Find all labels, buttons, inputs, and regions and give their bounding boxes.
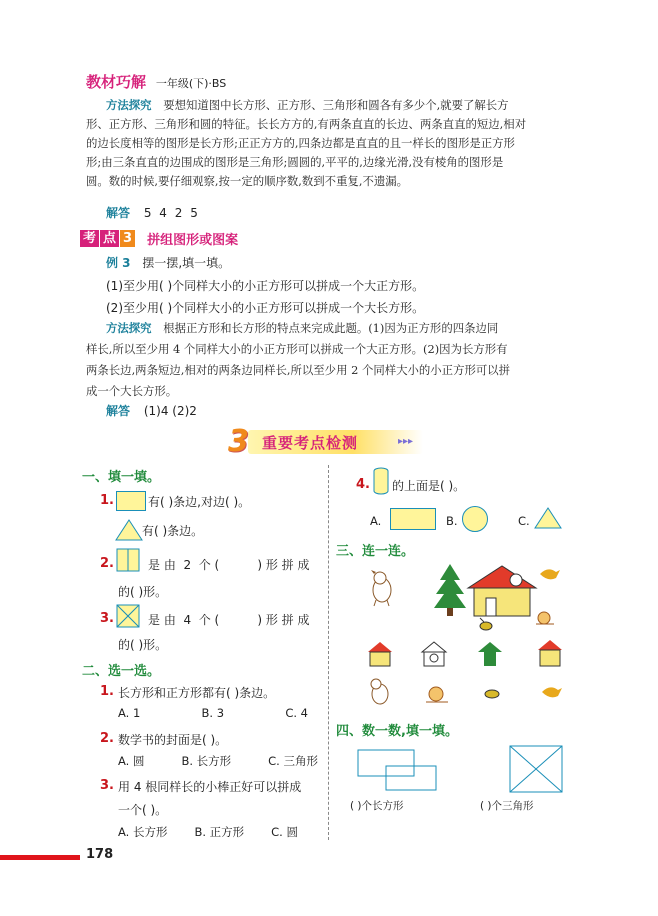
arrows-icon: ▸▸▸	[398, 436, 414, 447]
banner-title: 重要考点检测	[262, 434, 359, 452]
option-c-triangle[interactable]	[534, 506, 562, 530]
dog-icon-2	[371, 679, 388, 704]
options-q1: A. 1 B. 3 C. 4	[118, 706, 308, 720]
example-3-questions: (1)至少用( )个同样大小的小正方形可以拼成一个大正方形。 (2)至少用( )个同样大小的小正方形可以拼成一个大长方形。	[106, 279, 425, 315]
triangle-shape	[114, 518, 144, 542]
example-3: 例 3 摆一摆,填一填。	[106, 256, 231, 270]
snail-icon	[536, 612, 554, 624]
section-2-title: 二、选一选。	[82, 664, 161, 679]
grade-label: 一年级(下)·BS	[155, 77, 227, 90]
house-shape-1	[368, 642, 392, 666]
banner-number: 3	[228, 424, 249, 459]
bee-icon	[480, 618, 492, 630]
method-explore-1: 方法探究 要想知道图中长方形、正方形、三角形和圆各有多少个,就要了解长方 形、正方形、三角形和圆的特征。长长方方的,有两条直直的长边、两条直直的短边,相对 的边长度相等的图形是长方形;正正方方的,四条边都是直直的且一样长的图形是正方形 形;由三条直直的边围成的图形是三角形;圆圆的,平平的,边缘光滑,没有棱角的图形是 圆。数的时候,要仔细观察,按一定的顺序数,数到不重复,不遗漏。	[86, 98, 527, 188]
split-square-shape	[116, 548, 140, 572]
rectangle-shape	[116, 491, 146, 511]
option-a-rectangle[interactable]	[390, 508, 436, 530]
running-header	[86, 71, 226, 92]
section-1-title: 一、填一填。	[82, 470, 161, 485]
section-3-title: 三、连一连。	[336, 544, 415, 559]
method-explore-2: 方法探究 根据正方形和长方形的特点来完成此题。(1)因为正方形的四条边同 样长,所以至少用 4 个同样大小的小正方形可以拼成一个大正方形。(2)因为长方形有 两条长边,两条短边,相对的两条边同样长,所以至少用 2 个同样大小的小正方形可以拼 成一个大长方形。	[86, 321, 511, 398]
bird-icon	[540, 569, 560, 579]
bee-icon-2	[485, 690, 499, 698]
snail-icon-2	[426, 687, 448, 702]
house-icon	[468, 566, 536, 616]
section-4-title: 四、数一数,填一填。	[336, 724, 458, 739]
crossed-square	[508, 744, 566, 794]
house-shape-3	[478, 642, 502, 666]
page-number: 178	[86, 847, 114, 862]
answer-1: 解答 5 4 2 5	[106, 206, 200, 220]
house-shape-4	[538, 640, 562, 666]
footer-bar	[0, 855, 80, 860]
tree-icon	[434, 564, 466, 616]
kaodian-title: 拼组图形或图案	[147, 233, 239, 248]
book-title: 教材巧解	[86, 73, 147, 91]
kaodian-heading: 考 点 3 拼组图形或图案	[80, 229, 238, 248]
option-b-circle[interactable]	[462, 506, 488, 532]
answer-2: 解答 (1)4 (2)2	[106, 404, 197, 418]
connect-illustration	[360, 560, 570, 712]
overlapping-rectangles	[356, 746, 440, 794]
cylinder-shape	[372, 466, 390, 496]
options-q3: A. 长方形 B. 正方形 C. 圆	[118, 825, 298, 839]
section-banner	[228, 426, 428, 458]
cross-square-shape	[116, 604, 140, 628]
dog-icon	[371, 570, 391, 606]
method-label: 方法探究	[106, 98, 152, 112]
column-divider	[328, 465, 329, 840]
bird-icon-2	[542, 687, 562, 697]
options-q2: A. 圆 B. 长方形 C. 三角形	[118, 754, 318, 768]
house-shape-2	[422, 642, 446, 666]
